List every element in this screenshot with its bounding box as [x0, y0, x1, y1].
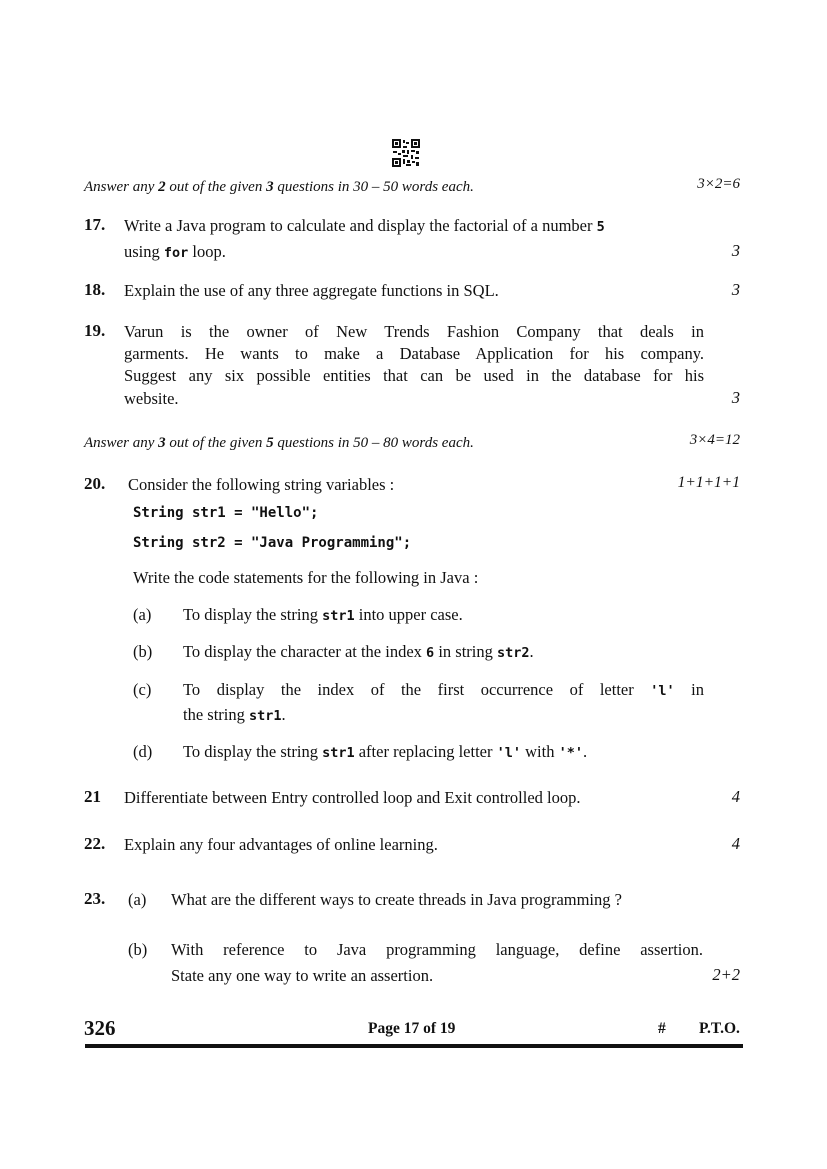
question-marks: 2+2	[712, 965, 740, 984]
code-inline: '*'	[558, 745, 583, 761]
instruction-text: questions in 50 – 80 words each.	[273, 435, 474, 451]
question-marks: 3	[731, 388, 740, 407]
sub-question-label: (a)	[128, 890, 147, 909]
section-marks: 3×2=6	[697, 176, 740, 192]
code-inline: str1	[249, 708, 282, 724]
question-number: 18.	[84, 280, 106, 299]
question-text: .	[529, 642, 534, 661]
footer-rule	[85, 1044, 743, 1048]
instruction-text: Answer any	[84, 179, 159, 195]
code-inline: str1	[322, 745, 355, 761]
instruction-count: 2	[158, 179, 166, 195]
question-23b-line2: State any one way to write an assertion.	[171, 966, 434, 985]
question-17-text	[124, 215, 704, 238]
code-inline: for	[163, 245, 189, 261]
question-text: into upper case.	[354, 605, 463, 624]
question-19-line: website.	[124, 389, 179, 408]
code-line: String str2 = "Java Programming";	[133, 535, 412, 551]
code-line: String str1 = "Hello";	[133, 505, 319, 521]
question-text: after replacing letter	[354, 742, 497, 761]
instruction-text: Answer any	[84, 435, 159, 451]
question-text: .	[281, 705, 286, 724]
question-marks: 1+1+1+1	[677, 474, 740, 491]
sub-question-label: (a)	[133, 605, 152, 624]
instruction-count: 3	[158, 435, 166, 451]
question-20-instruction: Write the code statements for the following in Java :	[133, 568, 479, 587]
question-number: 17.	[84, 215, 106, 234]
code-inline: str1	[322, 608, 355, 624]
question-text: To display the character at the index	[183, 642, 427, 661]
question-marks: 4	[731, 834, 740, 853]
question-number: 22.	[84, 834, 106, 853]
question-number: 23.	[84, 889, 106, 908]
sub-question-a-text	[183, 604, 463, 627]
question-text: To display the string	[183, 742, 323, 761]
question-text: .	[582, 742, 588, 761]
code-inline: 5	[596, 219, 605, 235]
instruction-text: out of the given	[165, 435, 267, 451]
sub-question-label: (c)	[133, 680, 152, 699]
question-19-line: garments. He wants to make a Database Application for his company.	[124, 344, 704, 363]
qr-code-icon	[392, 139, 420, 167]
sub-question-d-text	[183, 741, 587, 764]
instruction-total: 3	[266, 179, 274, 195]
question-number: 20.	[84, 474, 106, 493]
question-text: Write a Java program to calculate and display the factorial of a number	[124, 216, 597, 235]
code-inline: 6	[426, 645, 435, 661]
code-inline: 'l'	[650, 683, 675, 699]
question-22-text: Explain any four advantages of online learning.	[124, 835, 438, 854]
sub-question-label: (b)	[128, 940, 148, 959]
question-19-line: Suggest any six possible entities that can be used in the database for his	[124, 366, 704, 385]
question-18-text: Explain the use of any three aggregate functions in SQL.	[124, 281, 499, 300]
question-20-intro: Consider the following string variables :	[128, 475, 395, 494]
question-text: To display the string	[183, 605, 323, 624]
sub-question-label: (d)	[133, 742, 153, 761]
sub-question-b-text	[183, 641, 534, 664]
page-number: Page 17 of 19	[368, 1020, 456, 1037]
question-23b-line1: With reference to Java programming language, define assertion.	[171, 940, 703, 959]
question-21-text: Differentiate between Entry controlled loop and Exit controlled loop.	[124, 788, 581, 807]
question-number: 21	[84, 787, 101, 806]
section-instruction	[84, 432, 474, 454]
section-marks: 3×4=12	[689, 432, 740, 448]
question-marks: 3	[731, 241, 740, 260]
pto-label: P.T.O.	[699, 1020, 740, 1037]
question-number: 19.	[84, 321, 106, 340]
paper-code: 326	[84, 1016, 116, 1040]
question-text: loop.	[188, 242, 226, 261]
sub-question-c-line1	[183, 679, 704, 702]
code-inline: str2	[496, 645, 530, 661]
question-text: To display the index of the first occurrence of letter	[183, 680, 651, 699]
question-marks: 4	[731, 787, 740, 806]
code-inline: 'l'	[496, 745, 521, 761]
instruction-total: 5	[266, 435, 274, 451]
question-text: in string	[434, 642, 497, 661]
question-text: using	[124, 242, 164, 261]
question-19-line: Varun is the owner of New Trends Fashion Company that deals in	[124, 322, 704, 341]
sub-question-c-line2	[183, 704, 286, 727]
question-23a-text: What are the different ways to create threads in Java programming ?	[171, 890, 622, 909]
question-marks: 3	[731, 280, 740, 299]
instruction-text: out of the given	[165, 179, 267, 195]
question-17-text-cont	[124, 241, 226, 264]
sub-question-label: (b)	[133, 642, 153, 661]
question-text: with	[521, 742, 559, 761]
question-text: the string	[183, 705, 249, 724]
instruction-text: questions in 30 – 50 words each.	[273, 179, 474, 195]
section-instruction	[84, 176, 474, 198]
hash-mark: #	[658, 1020, 666, 1037]
question-text: in	[674, 680, 704, 699]
